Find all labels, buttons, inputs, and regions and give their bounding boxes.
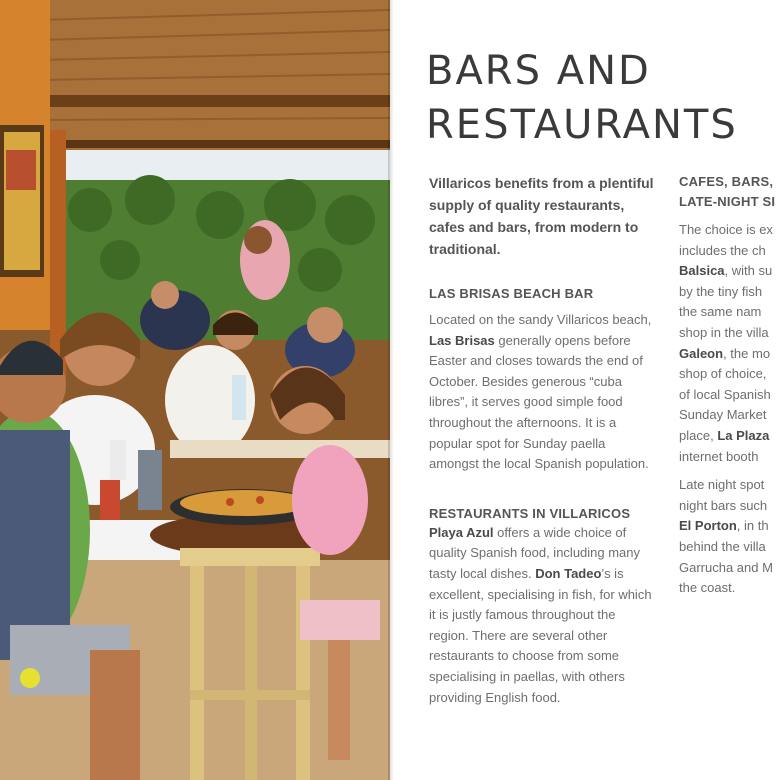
- right-column: [679, 172, 780, 607]
- cafes-line: by the tiny fish: [679, 283, 763, 299]
- cafes-line: the same nam: [679, 304, 762, 320]
- late-night-line: behind the villa: [679, 538, 766, 554]
- restaurants-paragraph: [429, 523, 657, 708]
- left-column: [429, 172, 657, 708]
- cafes-line: , with su: [724, 263, 773, 279]
- cafes-heading: [679, 172, 780, 212]
- late-night-line: the coast.: [679, 580, 736, 596]
- cafes-line: The choice is ex: [679, 222, 773, 237]
- cafes-heading-line2: LATE-NIGHT SI: [679, 194, 776, 209]
- cafes-line: shop of choice,: [679, 366, 767, 382]
- la-plaza-name: La Plaza: [717, 427, 770, 443]
- page-title: [426, 44, 738, 152]
- playa-azul-name: Playa Azul: [429, 524, 494, 540]
- cafes-paragraph: [679, 220, 780, 467]
- cafes-line: shop in the villa: [679, 324, 769, 340]
- cafes-heading-line1: CAFES, BARS,: [679, 174, 774, 189]
- galeon-name: Galeon: [679, 345, 724, 361]
- cafes-line: of local Spanish: [679, 386, 771, 402]
- cafes-line: includes the ch: [679, 242, 766, 258]
- page-title-line1: BARS AND: [426, 48, 651, 94]
- late-night-line: Late night spot: [679, 477, 765, 493]
- cafes-line: Sunday Market: [679, 407, 767, 423]
- las-brisas-text-2: generally opens before Easter and closes towards the end of October. Besides generous “cuba libres”, it serves good simple food throughout the afternoons. It is a popular spot for Sunday paella amongst the local Spanish population.: [429, 332, 649, 472]
- cafes-line: place,: [679, 427, 718, 443]
- restaurants-text-1: offers a wide choice of quality Spanish food, including many tasty local dishes.: [429, 524, 641, 581]
- late-night-paragraph: [679, 475, 780, 599]
- cafes-line: internet booth: [679, 448, 759, 464]
- cafes-line: , the mo: [723, 345, 771, 361]
- las-brisas-paragraph: [429, 310, 657, 475]
- las-brisas-text-1: Located on the sandy Villaricos beach,: [429, 312, 652, 327]
- las-brisas-heading: LAS BRISAS BEACH BAR: [429, 286, 594, 301]
- late-night-line: night bars such: [679, 497, 768, 513]
- late-night-line: , in th: [736, 518, 769, 534]
- intro-paragraph: Villaricos benefits from a plentiful supply of quality restaurants, cafes and bars, from modern to traditional.: [429, 175, 654, 257]
- balsica-name: Balsica: [679, 263, 725, 279]
- restaurants-text-2: ’s is excellent, specialising in fish, for which it is justly famous throughout the region. There are several other restaurants to choose from some specialising in paellas, with others providing English food.: [429, 565, 652, 705]
- page-title-line2: RESTAURANTS: [426, 102, 738, 148]
- el-porton-name: El Porton: [679, 518, 737, 534]
- las-brisas-name: Las Brisas: [429, 332, 495, 348]
- don-tadeo-name: Don Tadeo: [535, 565, 602, 581]
- text-page: [394, 0, 780, 780]
- restaurants-heading: RESTAURANTS IN VILLARICOS: [429, 505, 631, 521]
- late-night-line: Garrucha and M: [679, 559, 773, 575]
